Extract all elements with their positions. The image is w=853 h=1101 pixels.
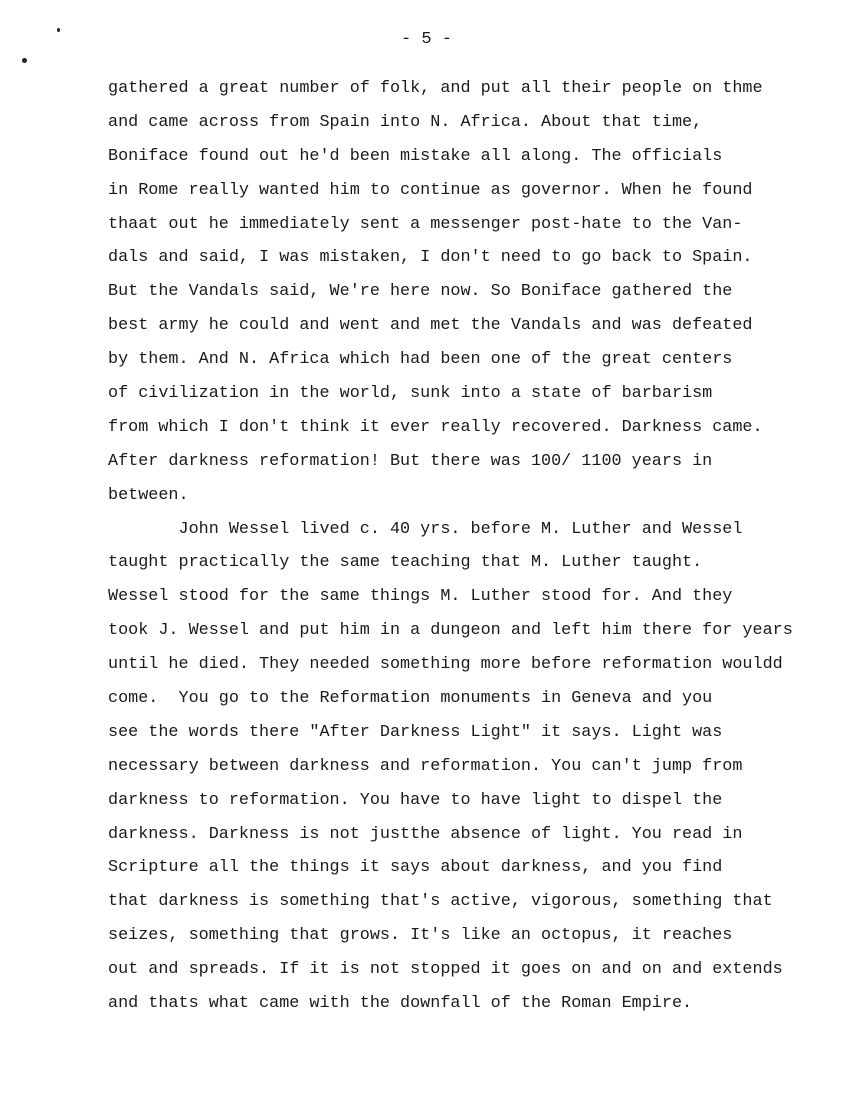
text-line: and thats what came with the downfall of the Roman Empire. (108, 994, 693, 1014)
page-number: - 5 - (400, 30, 452, 49)
text-line: After darkness reformation! But there was 100/ 1100 years in (108, 451, 713, 471)
text-line: see the words there "After Darkness Light" it says. Light was (108, 722, 723, 742)
document-body (108, 72, 828, 1021)
text-line: of civilization in the world, sunk into a state of barbarism (108, 384, 713, 404)
text-line: But the Vandals said, We're here now. So Boniface gathered the (108, 282, 733, 302)
text-line: and came across from Spain into N. Africa. About that time, (108, 112, 703, 132)
text-line: seizes, something that grows. It's like an octopus, it reaches (108, 926, 733, 946)
text-line: Boniface found out he'd been mistake all along. The officials (108, 146, 723, 166)
text-line: out and spreads. If it is not stopped it goes on and on and extends (108, 960, 783, 980)
scan-speck (57, 28, 60, 32)
text-line: Scripture all the things it says about darkness, and you find (108, 858, 723, 878)
text-line: until he died. They needed something more before reformation wouldd (108, 655, 783, 675)
text-line: in Rome really wanted him to continue as governor. When he found (108, 180, 753, 200)
text-line: from which I don't think it ever really recovered. Darkness came. (108, 417, 763, 437)
text-line: best army he could and went and met the Vandals and was defeated (108, 316, 753, 336)
text-line: taught practically the same teaching that M. Luther taught. (108, 553, 703, 573)
text-line: John Wessel lived c. 40 yrs. before M. Luther and Wessel (108, 519, 743, 539)
text-line: gathered a great number of folk, and put all their people on thme (108, 79, 763, 98)
text-line: dals and said, I was mistaken, I don't need to go back to Spain. (108, 248, 753, 268)
text-line: necessary between darkness and reformation. You can't jump from (108, 756, 743, 776)
text-line: took J. Wessel and put him in a dungeon and left him there for years (108, 621, 793, 641)
text-line: come. You go to the Reformation monuments in Geneva and you (108, 689, 713, 709)
text-line: between. (108, 485, 189, 505)
text-line: Wessel stood for the same things M. Luther stood for. And they (108, 587, 733, 607)
text-line: darkness to reformation. You have to have light to dispel the (108, 790, 723, 810)
text-line: thaat out he immediately sent a messenger post-hate to the Van- (108, 214, 743, 234)
scan-speck (22, 58, 27, 63)
text-line: by them. And N. Africa which had been one of the great centers (108, 350, 733, 370)
text-line: darkness. Darkness is not justthe absence of light. You read in (108, 824, 743, 844)
text-line: that darkness is something that's active, vigorous, something that (108, 892, 773, 912)
